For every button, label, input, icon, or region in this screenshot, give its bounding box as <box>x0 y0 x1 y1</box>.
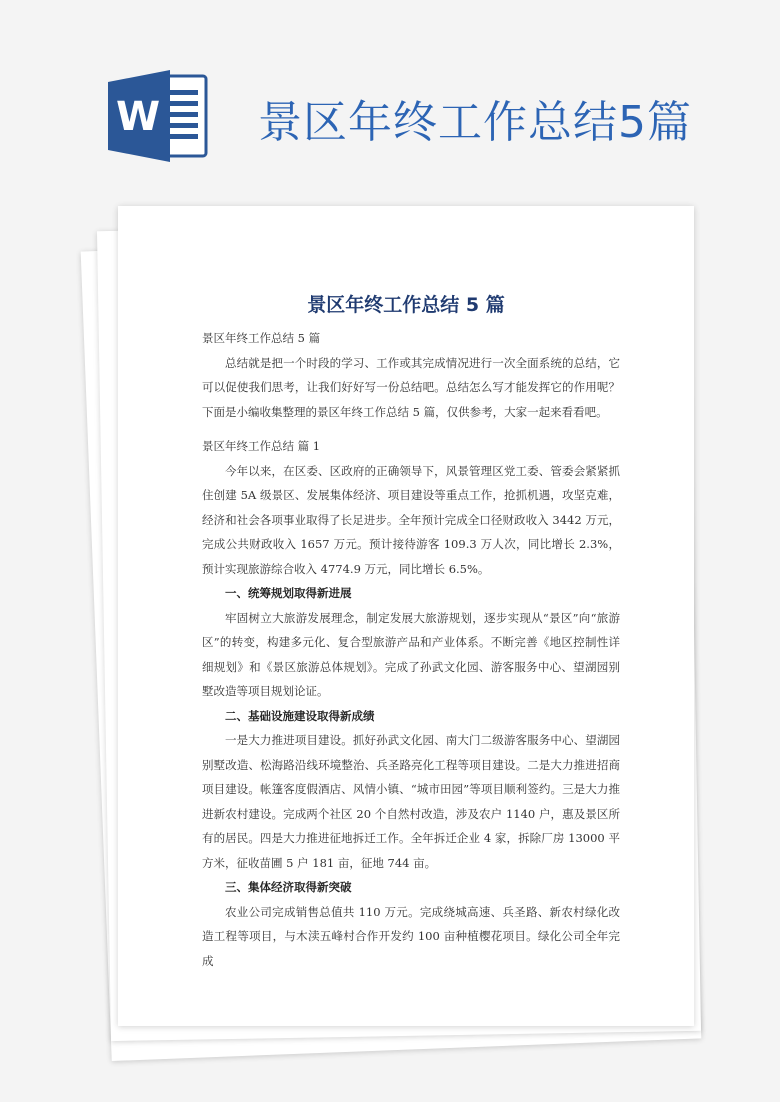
heading-3: 三、集体经济取得新突破 <box>225 880 352 894</box>
banner-title: 景区年终工作总结5篇 <box>258 97 692 148</box>
intro-paragraph: 总结就是把一个时段的学习、工作或其完成情况进行一次全面系统的总结，它可以促使我们思考，让我们好好写一份总结吧。总结怎么写才能发挥它的作用呢？下面是小编收集整理的景区年终工作总结 5 篇，仅供参考，大家一起来看看吧。 <box>202 355 620 419</box>
document-body <box>202 326 620 973</box>
word-document-icon <box>108 70 212 162</box>
paragraph-4: 农业公司完成销售总值共 110 万元。完成绕城高速、兵圣路、新农村绿化改造工程等项目，与木渎五峰村合作开发约 100 亩种植樱花项目。绿化公司全年完成 <box>202 904 620 968</box>
banner <box>0 0 780 200</box>
heading-1: 一、统筹规划取得新进展 <box>225 586 352 600</box>
section-label: 景区年终工作总结 篇 1 <box>202 439 321 453</box>
heading-2: 二、基础设施建设取得新成绩 <box>225 708 375 723</box>
document-title: 景区年终工作总结 5 篇 <box>307 294 505 316</box>
paragraph-3: 一是大力推进项目建设。抓好孙武文化园、南大门二级游客服务中心、望湖园别墅改造、松海路沿线环境整治、兵圣路亮化工程等项目建设。二是大力推进招商项目建设。帐篷客度假酒店、风情小镇、“城市田园”等项目顺利签约。三是大力推进新农村建设。完成两个社区 20 个自然村改造，涉及农户 1140 户，惠及景区所有的居民。四是大力推进征地拆迁工作。全年拆迁企业 4 家，拆除厂房 13000 平方米，征收苗圃 5 户 181 亩，征地 744 亩。 <box>202 733 620 870</box>
word-icon-letter: W <box>115 94 161 140</box>
paragraph-2: 牢固树立大旅游发展理念，制定发展大旅游规划，逐步实现从“景区”向“旅游区”的转变，构建多元化、复合型旅游产品和产业体系。不断完善《地区控制性详细规划》和《景区旅游总体规划》。完成了孙武文化园、游客服务中心、望湖园别墅改造等项目规划论证。 <box>202 610 620 698</box>
document-subtitle: 景区年终工作总结 5 篇 <box>202 331 321 345</box>
paragraph-1: 今年以来，在区委、区政府的正确领导下，风景管理区党工委、管委会紧紧抓住创建 5A 级景区、发展集体经济、项目建设等重点工作，抢抓机遇，攻坚克难，经济和社会各项事业取得了长足进步。全年预计完成全口径财政收入 3442 万元，完成公共财政收入 1657 万元。预计接待游客 109.3 万人次，同比增长 2.3%，预计实现旅游综合收入 4774.9 万元，同比增长 6.5%。 <box>202 463 620 576</box>
document-page <box>118 206 694 1026</box>
